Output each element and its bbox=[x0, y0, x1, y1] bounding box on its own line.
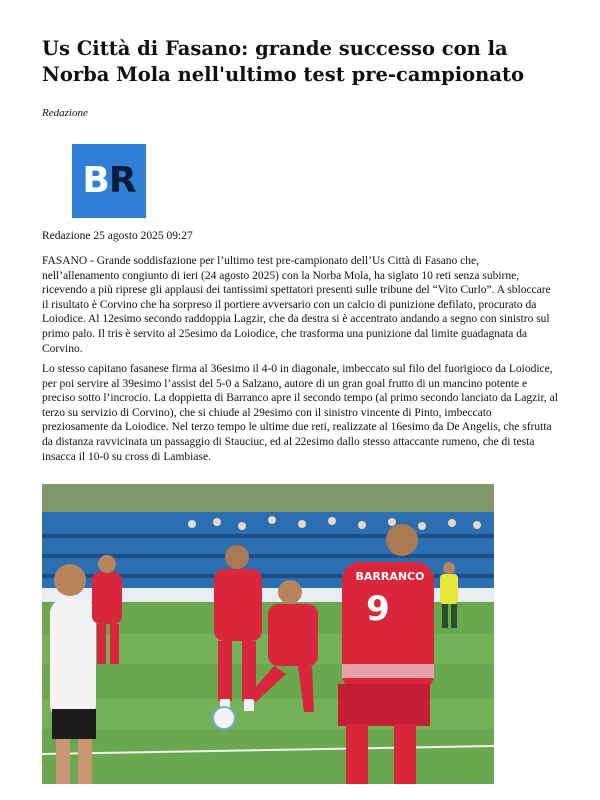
ball-icon bbox=[213, 707, 235, 729]
article-paragraph-1: FASANO - Grande soddisfazione per l’ultimo test pre-campionato dell’Us Città di Fasano che, nell’allenamento congiunto di ieri (24 agosto 2025) con la Norba Mola, ha siglato 10 reti senza subirne, ricevendo a più riprese gli applausi dei tantissimi spettatori presenti sulle tribune del “Vito Curlo”. A sbloccare il risultato è Corvino che ha sorpreso il portiere avversario con un calcio di punizione defilato, procurato da Loiodice. Al 12esimo secondo raddoppia Lagzir, che da destra si è accentrato andando a segno con sinistro sul primo palo. Il tris è servito al 25esimo da Loiodice, che trasforma una punizione dal limite guadagnata da Corvino. bbox=[42, 255, 551, 355]
jersey-name: BARRANCO bbox=[355, 570, 425, 583]
article-author: Redazione bbox=[42, 107, 88, 119]
article-dateline: Redazione 25 agosto 2025 09:27 bbox=[42, 230, 193, 242]
logo-letter-r: R bbox=[108, 160, 136, 201]
br-logo[interactable] bbox=[72, 144, 146, 218]
match-photo-illustration bbox=[42, 484, 494, 784]
article-paragraph-2: Lo stesso capitano fasanese firma al 36esimo il 4-0 in diagonale, imbeccato sul filo del fuorigioco da Loiodice, per poi servire al 39esimo l’assist del 5-0 a Salzano, autore di un gran goal frutto di un mancino potente e preciso sotto l’incrocio. La doppietta di Barranco apre il secondo tempo (al primo secondo lanciato da Lagzir, al terzo su servizio di Corvino), che si chiude al 29esimo con il sinistro vincente di Pinto, imbeccato preziosamente da Loiodice. Nel terzo tempo le ultime due reti, realizzate al 16esimo da De Angelis, che sfrutta da distanza ravvicinata un passaggio di Stauciuc, ed al 22esimo dallo stesso attaccante rumeno, che di testa insacca il 10-0 su cross di Lambiase. bbox=[42, 363, 558, 463]
jersey-number: 9 bbox=[366, 589, 390, 629]
br-logo-text bbox=[82, 160, 136, 201]
logo-letter-b: B bbox=[82, 160, 109, 201]
match-photo bbox=[42, 484, 494, 784]
article-title: Us Città di Fasano: grande successo con la Norba Mola nell'ultimo test pre-campionato bbox=[42, 37, 524, 86]
